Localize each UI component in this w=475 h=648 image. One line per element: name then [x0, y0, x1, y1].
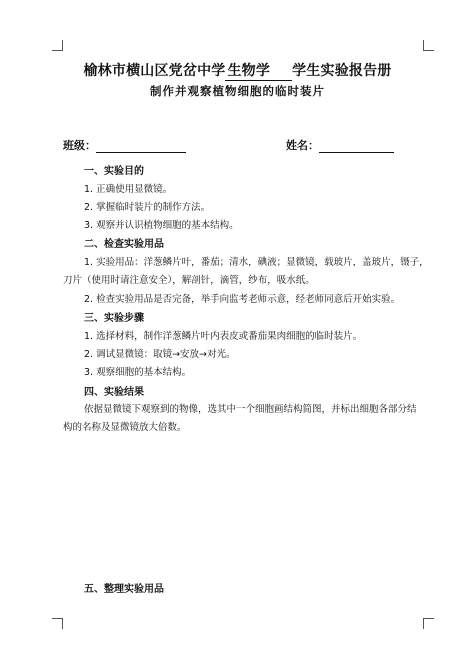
title-suffix: 学生实验报告册: [292, 63, 392, 79]
crop-mark-top-right: [423, 40, 434, 51]
materials-item-1-line-2: 刀片（使用时请注意安全），解剖针，滴管，纱布，吸水纸。: [63, 275, 315, 286]
purpose-item: 2. 掌握临时装片的制作方法。: [84, 202, 211, 213]
purpose-item: 3. 观察并认识植物细胞的基本结构。: [84, 220, 239, 231]
name-label: 姓名：: [286, 139, 319, 152]
steps-item: 2. 调试显微镜：取镜→安放→对光。: [84, 349, 236, 360]
crop-mark-bottom-left: [52, 618, 63, 629]
experiment-subtitle: 制作并观察植物细胞的临时装片: [150, 84, 325, 98]
results-instruction-line-1: 依据显微镜下观察到的物像，选其中一个细胞画结构简图，并标出细胞各部分结: [84, 404, 417, 415]
name-blank-line: [319, 142, 394, 153]
class-label: 班级：: [63, 139, 96, 152]
section-heading-results: 四、实验结果: [84, 387, 144, 398]
materials-item-1-line-1: 1. 实验用品：洋葱鳞片叶，番茄；清水，碘液；显微镜，载玻片，盖玻片，镊子，: [84, 257, 429, 268]
class-field: [63, 137, 186, 153]
section-heading-purpose: 一、实验目的: [84, 166, 144, 177]
crop-mark-top-left: [52, 40, 63, 51]
name-field: [286, 137, 394, 153]
results-instruction-line-2: 构的名称及显微镜放大倍数。: [63, 422, 187, 433]
steps-item: 1. 选择材料，制作洋葱鳞片叶内表皮或番茄果肉细胞的临时装片。: [84, 331, 363, 342]
materials-item-2: 2. 检查实验用品是否完备，举手向监考老师示意，经老师同意后开始实验。: [84, 294, 401, 305]
section-heading-cleanup: 五、整理实验用品: [84, 584, 164, 595]
class-blank-line: [96, 142, 186, 153]
title-subject-blank: [225, 60, 292, 81]
purpose-item: 1. 正确使用显微镜。: [84, 184, 173, 195]
crop-mark-bottom-right: [423, 618, 434, 629]
title-subject: 生物学: [227, 63, 271, 79]
steps-item: 3. 观察细胞的基本结构。: [84, 367, 192, 378]
section-heading-steps: 三、实验步骤: [84, 313, 144, 324]
report-title: [0, 60, 475, 81]
title-prefix: 榆林市横山区党岔中学: [83, 63, 226, 79]
section-heading-materials: 二、检查实验用品: [84, 239, 164, 250]
